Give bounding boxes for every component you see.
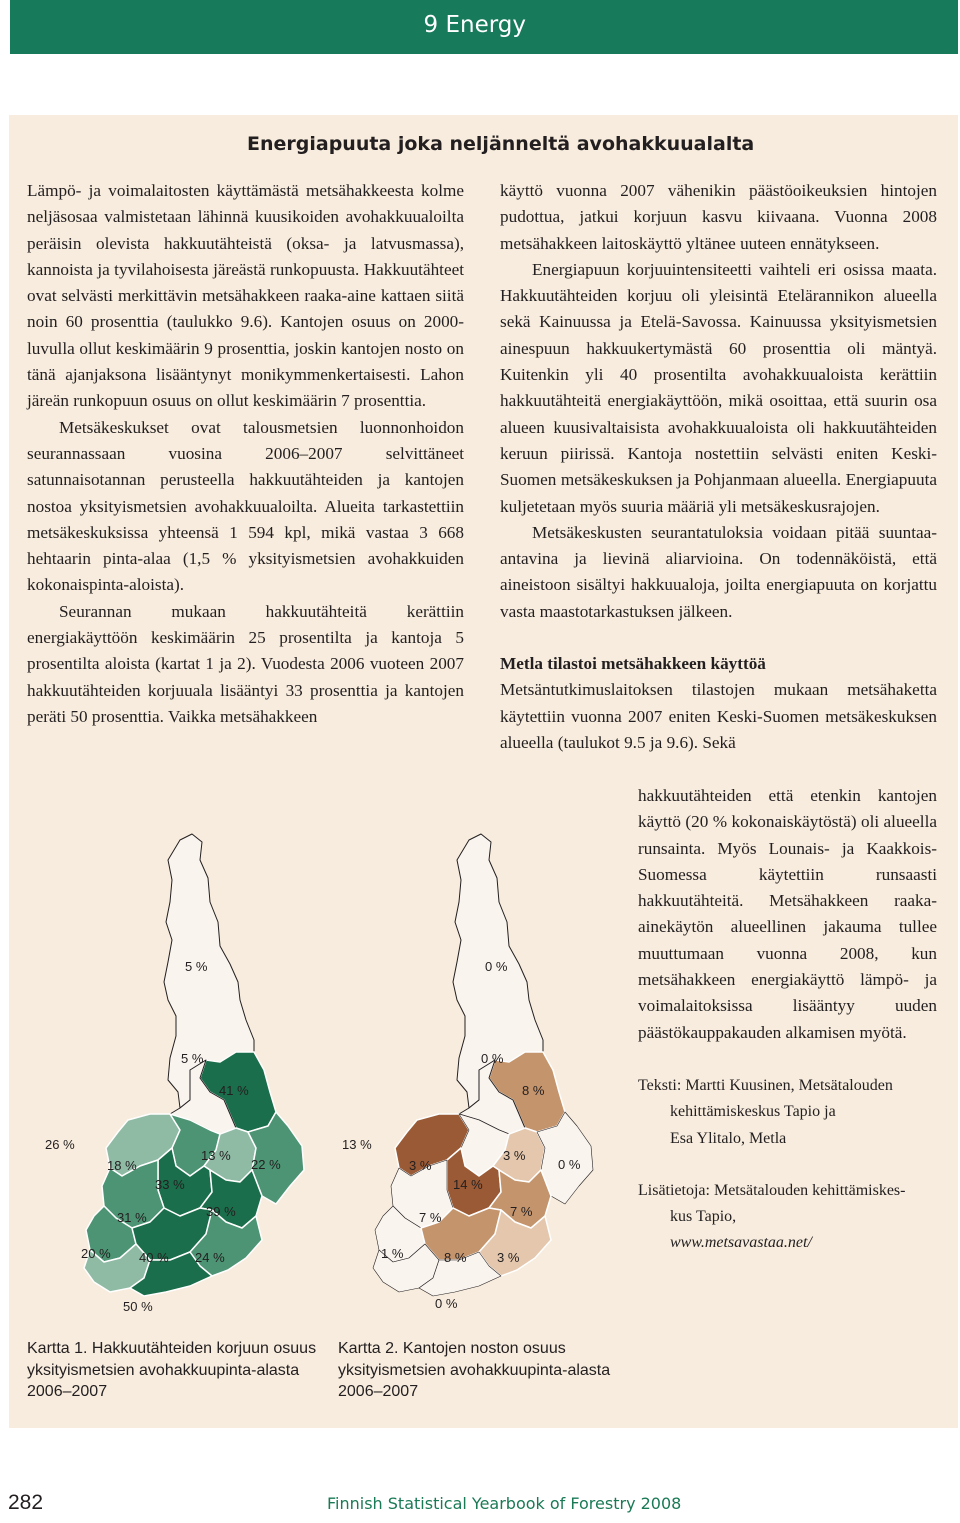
map2-caption bbox=[338, 1338, 638, 1403]
map1-label-etela-savo: 39 % bbox=[206, 1204, 236, 1219]
paragraph: Metsäkeskukset ovat talousmetsien luonnonhoidon seurannassaan vuosina 2006–2007 selvittäneet satunnaisotannan perusteella hakkuutähteiden ja kantojen nostoa yksityismetsien avohakkuualoilta. Alueita tarkastettiin metsäkeskuksissa yhteensä 1 594 kpl, mikä vastaa 3 668 hehtaarin pinta-alaa (1,5 % yksityismetsien avohakkuiden kokonaispinta-aloista). bbox=[27, 417, 464, 595]
map1-label-pohjois-pohjanmaa: 5 % bbox=[181, 1051, 204, 1066]
paragraph: hakkuutähteiden että etenkin kantojen käyttö (20 % kokonaiskäytöstä) oli alueella runsainta. Myös Lounais- ja Kaakkois-Suomessa käytettiin runsaasti hakkuutähteitä. Metsähakkeen raaka-ainekäytön alueellinen jakauma tullee muuttumaan vuonna 2008, kun metsähakkeen energiakäyttö lämpö- ja voimalaitoksissa lisääntyy uuden päästökauppakauden alkamisen myötä. bbox=[638, 786, 937, 1042]
map2-label-pohjanmaa: 3 % bbox=[409, 1158, 432, 1173]
caption-line: 2006–2007 bbox=[338, 1383, 419, 1400]
map1-label-satakunta: 20 % bbox=[81, 1246, 111, 1261]
caption-line: Kartta 2. Kantojen noston osuus bbox=[338, 1340, 566, 1357]
map1-label-keski-suomi: 33 % bbox=[155, 1177, 185, 1192]
map-stump-lifting bbox=[325, 830, 615, 1320]
credits-url-link[interactable]: www.metsavastaa.net/ bbox=[670, 1234, 812, 1252]
credits-text-line: kehittämiskeskus Tapio ja bbox=[670, 1103, 836, 1121]
map1-label-pohjanmaa: 18 % bbox=[107, 1158, 137, 1173]
map-harvest-residue bbox=[40, 830, 310, 1320]
left-column bbox=[27, 178, 464, 730]
caption-line: Kartta 1. Hakkuutähteiden korjuun osuus bbox=[27, 1340, 317, 1357]
map2-label-kainuu: 8 % bbox=[522, 1083, 545, 1098]
paragraph: Metsäntutkimuslaitoksen tilastojen mukaan metsähaketta käytettiin vuonna 2007 eniten Keski-Suomen metsäkeskuksen alueella (taulukot 9.5 ja 9.6). Sekä bbox=[500, 680, 937, 752]
credits-info-label: Lisätietoja: Metsätalouden kehittämiskes- bbox=[638, 1181, 906, 1199]
chapter-header-bar bbox=[10, 0, 958, 54]
paragraph: Metsäkeskusten seurantatuloksia voidaan pitää suuntaa-antavina ja lievinä aliarvioina. On todennäköistä, että aineistoon sisältyi hakkuualoja, joilta energiapuuta on korjattu vasta maastotarkastuksen jälkeen. bbox=[500, 522, 937, 621]
paragraph: käyttö vuonna 2007 vähenikin päästöoikeuksien hintojen pudottua, jatkui korjuun kasvu kiivaana. Vuonna 2008 metsähakkeen laitoskäyttö yltänee uuteen ennätykseen. bbox=[500, 181, 937, 253]
subheading: Metla tilastoi metsähakkeen käyttöä bbox=[500, 654, 766, 674]
map2-label-ahvenanmaa: 13 % bbox=[342, 1137, 372, 1152]
map2-label-satakunta: 1 % bbox=[381, 1246, 404, 1261]
map2-label-keski-suomi: 14 % bbox=[453, 1177, 483, 1192]
credits-info-line: kus Tapio, bbox=[670, 1208, 737, 1226]
map1-label-kaakkois-suomi: 24 % bbox=[195, 1250, 225, 1265]
map2-label-etelarannikko: 0 % bbox=[435, 1296, 458, 1311]
right-column-continuation bbox=[638, 783, 937, 1046]
map2-label-etela-pohjanmaa: 7 % bbox=[419, 1210, 442, 1225]
map1-label-etelarannikko: 50 % bbox=[123, 1299, 153, 1314]
credits bbox=[638, 1073, 948, 1257]
map2-label-hame: 8 % bbox=[444, 1250, 467, 1265]
map1-label-lappi: 5 % bbox=[185, 959, 208, 974]
map2-label-etela-savo: 7 % bbox=[510, 1204, 533, 1219]
box-title: Energiapuuta joka neljänneltä avohakkuualalta bbox=[247, 133, 755, 155]
map1-label-pohjois-karjala: 22 % bbox=[251, 1157, 281, 1172]
map2-label-lappi: 0 % bbox=[485, 959, 508, 974]
caption-line: yksityismetsien avohakkuupinta-alasta bbox=[338, 1361, 611, 1379]
credits-text-label: Teksti: Martti Kuusinen, Metsätalouden bbox=[638, 1077, 893, 1094]
page-number: 282 bbox=[8, 1491, 44, 1514]
caption-line: yksityismetsien avohakkuupinta-alasta bbox=[27, 1361, 300, 1379]
map2-label-kaakkois-suomi: 3 % bbox=[497, 1250, 520, 1265]
map1-label-hame: 40 % bbox=[139, 1250, 169, 1265]
map1-label-kainuu: 41 % bbox=[219, 1083, 249, 1098]
paragraph: Seurannan mukaan hakkuutähteitä kerättiin energiakäyttöön keskimäärin 25 prosentilta ja kantoja 5 prosentilta aloista (kartat 1 ja 2). Vuodesta 2006 vuoteen 2007 hakkuutähteiden korjuuala lisääntyi 33 prosenttia ja kantojen peräti 50 prosenttia. Vaikka metsähakkeen bbox=[27, 601, 464, 726]
map1-label-etela-pohjanmaa: 31 % bbox=[117, 1210, 147, 1225]
credits-text-line: Esa Ylitalo, Metla bbox=[670, 1129, 787, 1147]
map1-label-pohjois-savo: 13 % bbox=[201, 1148, 231, 1163]
caption-line: 2006–2007 bbox=[27, 1383, 108, 1400]
map1-caption bbox=[27, 1338, 327, 1403]
paragraph: Lämpö- ja voimalaitosten käyttämästä metsähakkeesta kolme neljäsosaa valmistetaan lähinnä kuusikoiden avohakkuualoilta peräisin olevista hakkuutähteistä (oksa- ja latvusmassa), kannoista ja tyvilahoisesta järeästä runkopuusta. Hakkuutähteet ovat selvästi merkittävin metsähakkeen raaka-aine kattaen siitä noin 60 prosenttia (taulukko 9.6). Kantojen osuus on 2000-luvulla ollut keskimäärin 9 prosenttia, joskin kantojen nosto on tänä ajanjaksona lisääntynyt monikymmenkertaisesti. Lahon järeän runkopuun osuus on ollut keskimäärin 7 prosenttia. bbox=[27, 181, 464, 411]
map2-label-pohjois-karjala: 0 % bbox=[558, 1157, 581, 1172]
map2-label-pohjois-savo: 3 % bbox=[503, 1148, 526, 1163]
paragraph: Energiapuun korjuuintensiteetti vaihteli eri osissa maata. Hakkuutähteiden korjuu oli yleisintä Etelärannikon alueella sekä Kainuussa ja Etelä-Savossa. Kainuussa yksityismetsien ainespuun hakkuukertymästä 60 prosenttia oli mäntyä. Kuitenkin yli 40 prosentilta avohakkuualoista kerättiin hakkuutähteitä energiakäyttöön, mikä osoittaa, että suurin osa alueen kuusivaltaisista avohakkuualoista oli hakkuutähteiden keruun piirissä. Kantoja nostettiin selvästi eniten Keski-Suomen metsäkeskuksen ja Pohjanmaan alueella. Energiapuuta kuljetetaan myös suuria määriä yli metsäkeskusrajojen. bbox=[500, 259, 937, 516]
map1-label-ahvenanmaa: 26 % bbox=[45, 1137, 75, 1152]
map2-label-pohjois-pohjanmaa: 0 % bbox=[481, 1051, 504, 1066]
right-column bbox=[500, 178, 937, 756]
chapter-title: 9 Energy bbox=[423, 12, 526, 38]
publication-title: Finnish Statistical Yearbook of Forestry 2008 bbox=[327, 1494, 682, 1513]
